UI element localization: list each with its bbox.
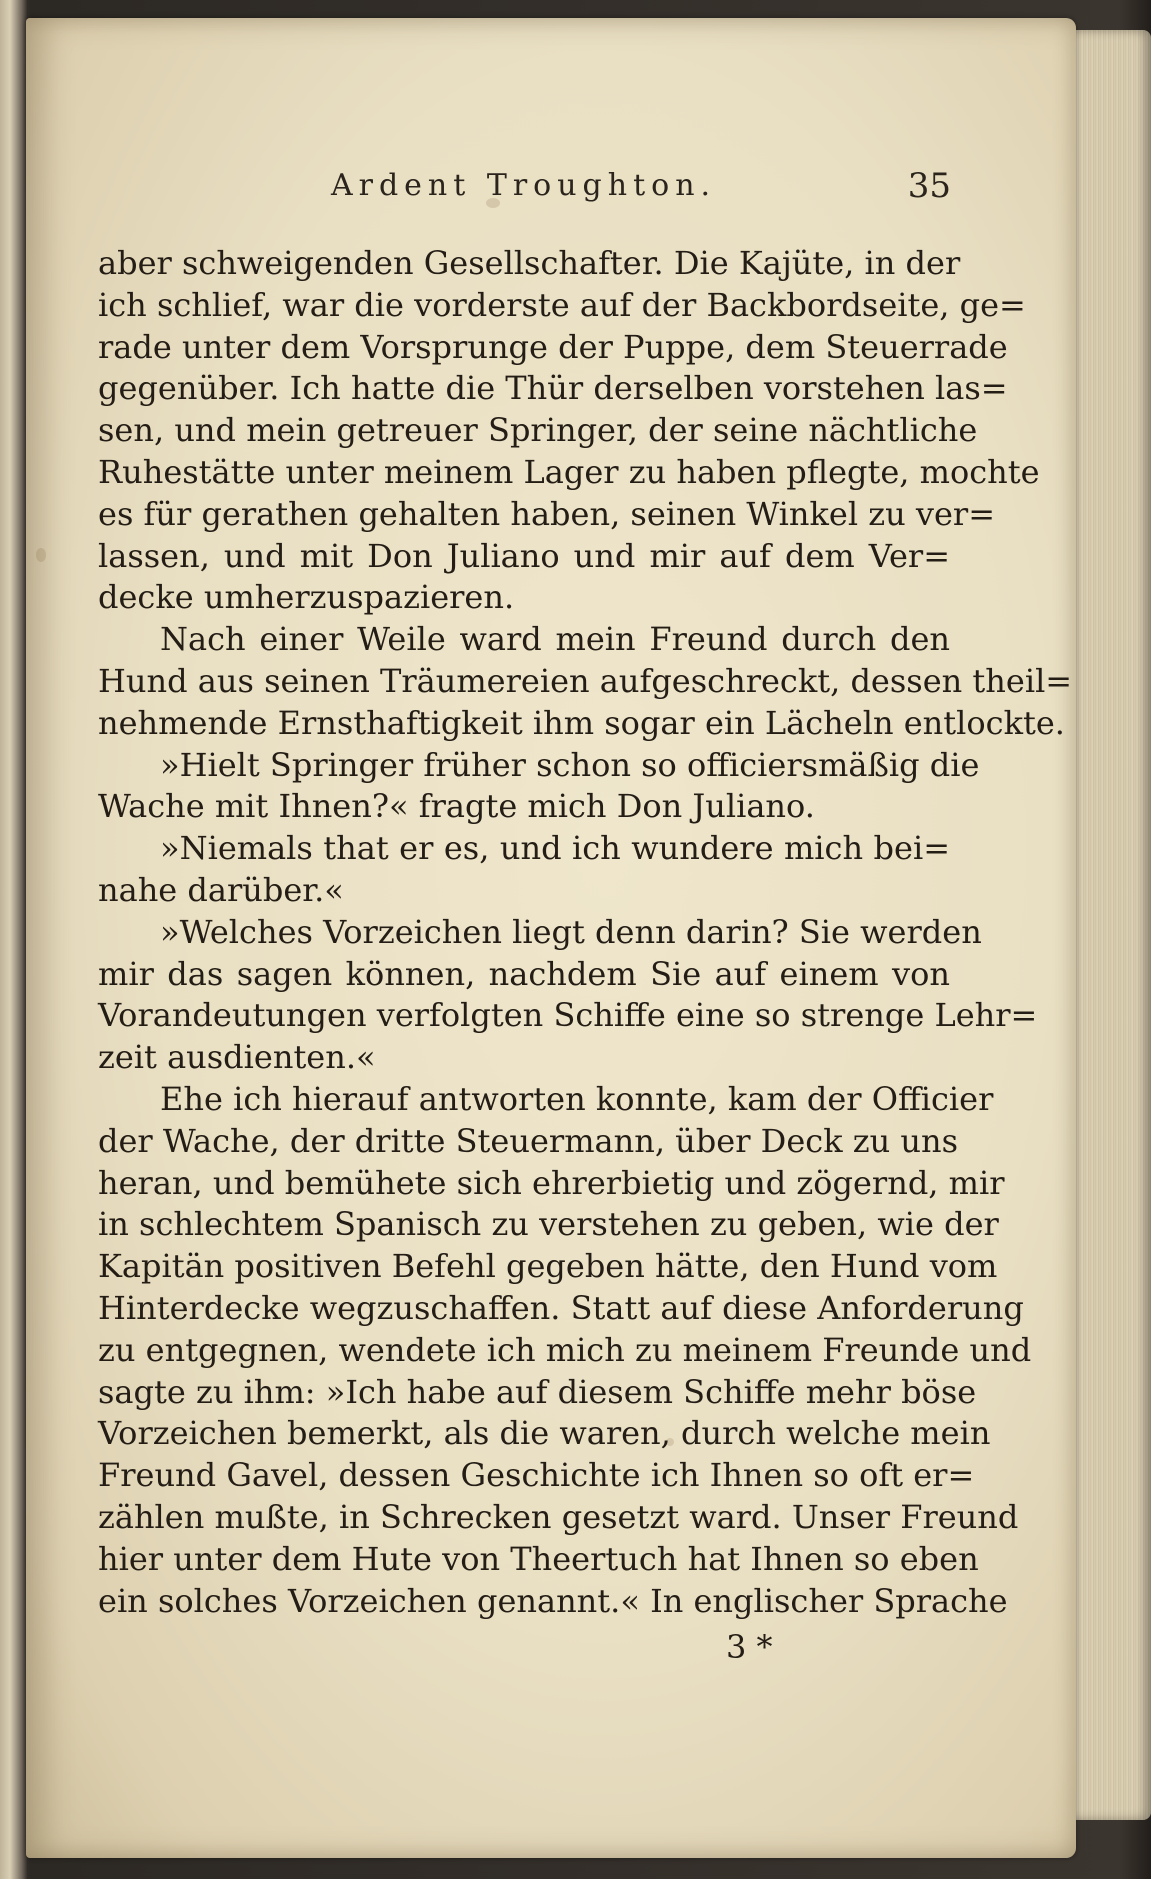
- book-gutter: [0, 0, 28, 1879]
- text-line: nahe darüber.«: [98, 870, 344, 909]
- text-line: sen, und mein getreuer Springer, der seine nächtliche: [98, 411, 978, 450]
- text-line: Hinterdecke wegzuschaffen. Statt auf diese Anforderung: [98, 1288, 1024, 1327]
- text-line: es für gerathen gehalten haben, seinen Winkel zu ver=: [98, 494, 996, 533]
- text-line: zählen mußte, in Schrecken gesetzt ward. Unser Freund: [98, 1497, 1019, 1536]
- running-title: Ardent Troughton.: [330, 168, 717, 203]
- text-line: der Wache, der dritte Steuermann, über Deck zu uns: [98, 1121, 959, 1160]
- text-line: Vorzeichen bemerkt, als die waren, durch welche mein: [98, 1414, 991, 1453]
- text-line: Hund aus seinen Träumereien aufgeschreckt, dessen theil=: [98, 661, 1073, 700]
- text-line: aber schweigenden Gesellschafter. Die Kajüte, in der: [98, 244, 961, 282]
- text-line: decke umherzuspazieren.: [98, 578, 515, 617]
- text-line: rade unter dem Vorsprunge der Puppe, dem Steuerrade: [98, 327, 1008, 366]
- text-line: lassen, und mit Don Juliano und mir auf dem Ver=: [98, 536, 950, 575]
- text-line: Nach einer Weile ward mein Freund durch den: [160, 620, 950, 659]
- page-header: [96, 168, 951, 218]
- book-page: [26, 18, 1076, 1858]
- text-line: Ehe ich hierauf antworten konnte, kam der Officier: [160, 1079, 994, 1118]
- text-line: Ruhestätte unter meinem Lager zu haben pflegte, mochte: [98, 452, 1040, 491]
- paper-stain: [36, 548, 46, 562]
- body-text: [98, 243, 1073, 1622]
- text-line: in schlechtem Spanisch zu verstehen zu geben, wie der: [98, 1205, 999, 1244]
- text-line: Freund Gavel, dessen Geschichte ich Ihnen so oft er=: [98, 1456, 975, 1495]
- text-line: sagte zu ihm: »Ich habe auf diesem Schiffe mehr böse: [98, 1372, 977, 1411]
- text-line: mir das sagen können, nachdem Sie auf einem von: [98, 954, 950, 993]
- page-number: 35: [907, 166, 951, 206]
- text-line: Vorandeutungen verfolgten Schiffe eine so strenge Lehr=: [98, 996, 1038, 1035]
- text-line: zeit ausdienten.«: [98, 1038, 376, 1077]
- text-line: ein solches Vorzeichen genannt.« In englischer Sprache: [98, 1581, 1008, 1620]
- text-line: nehmende Ernsthaftigkeit ihm sogar ein Lächeln entlockte.: [98, 703, 1065, 742]
- text-line: gegenüber. Ich hatte die Thür derselben vorstehen las=: [98, 369, 1008, 408]
- text-line: Kapitän positiven Befehl gegeben hätte, den Hund vom: [98, 1247, 998, 1286]
- text-line: zu entgegnen, wendete ich mich zu meinem Freunde und: [98, 1330, 1032, 1369]
- text-line: ich schlief, war die vorderste auf der Backbordseite, ge=: [98, 285, 1026, 324]
- text-line: »Hielt Springer früher schon so officiersmäßig die: [160, 745, 980, 784]
- text-line: »Welches Vorzeichen liegt denn darin? Sie werden: [160, 912, 982, 951]
- text-line: heran, und bemühete sich ehrerbietig und zögernd, mir: [98, 1163, 1005, 1202]
- text-line: Wache mit Ihnen?« fragte mich Don Juliano.: [98, 787, 815, 826]
- text-line: »Niemals that er es, und ich wundere mich bei=: [160, 829, 950, 868]
- signature-mark: 3 *: [726, 1628, 773, 1666]
- text-line: hier unter dem Hute von Theertuch hat Ihnen so eben: [98, 1539, 979, 1578]
